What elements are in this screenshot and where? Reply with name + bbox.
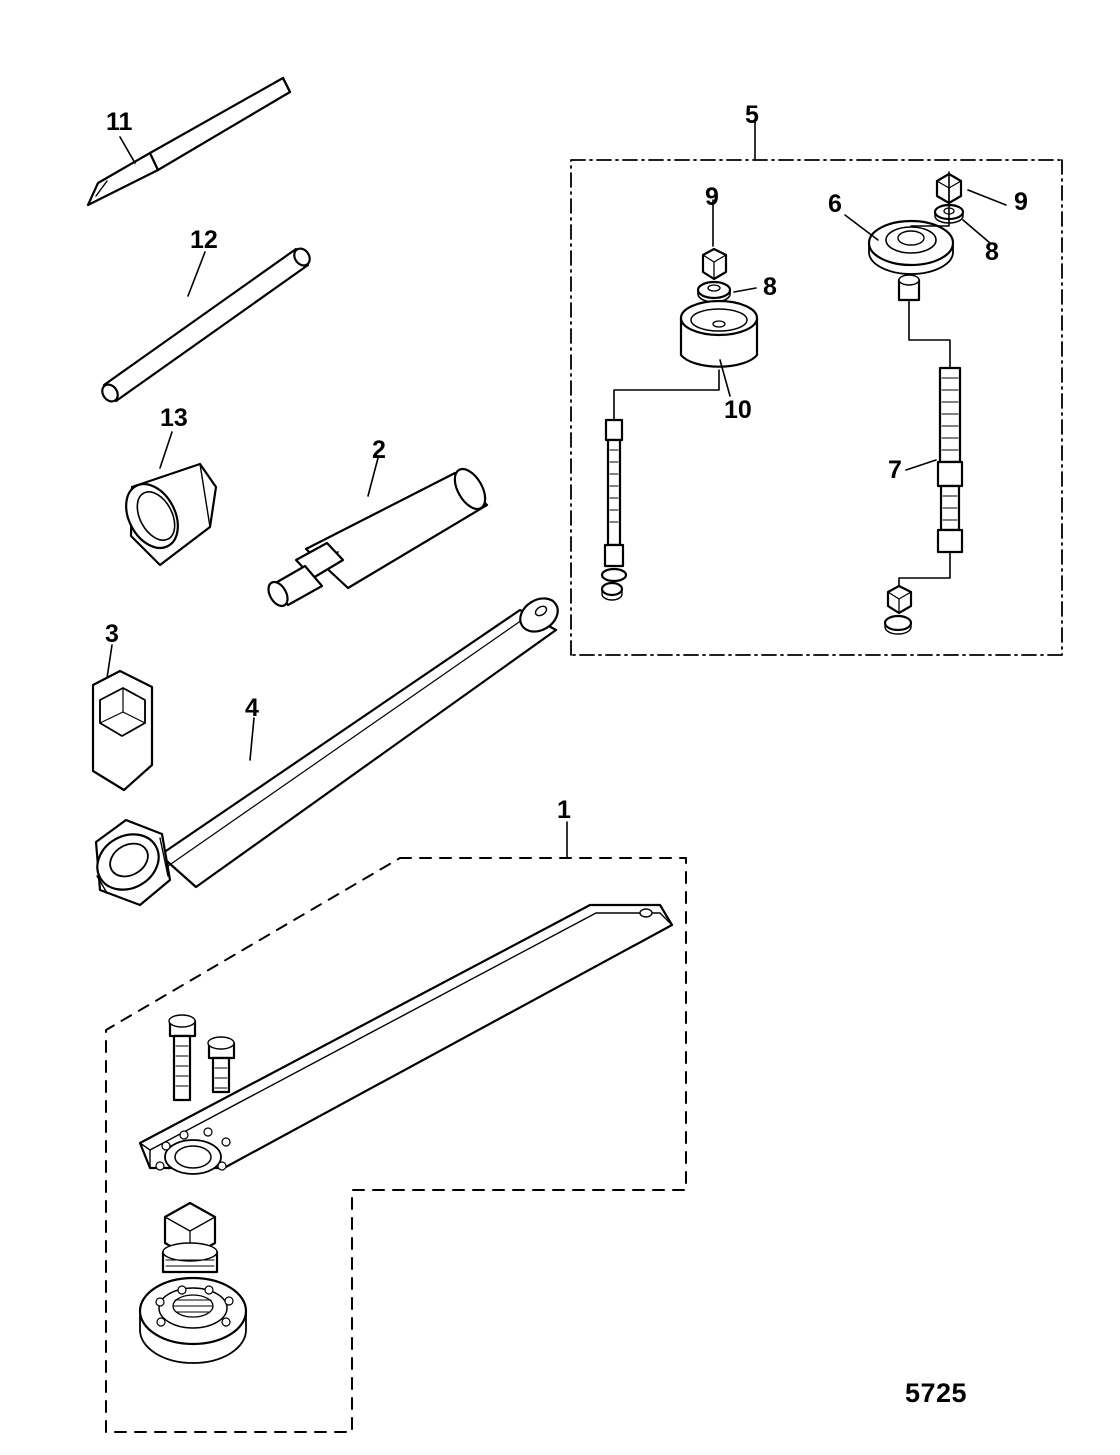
part-nut-bottom-right (885, 586, 911, 634)
leader-4 (250, 718, 254, 760)
part-straight-rod-tool (99, 246, 313, 405)
leader-13 (160, 432, 172, 468)
part-wrench-handle (87, 592, 564, 905)
part-left-shaft (602, 420, 626, 600)
part-nut-left (703, 249, 726, 279)
callout-6: 6 (828, 190, 842, 218)
callout-3: 3 (105, 620, 119, 648)
part-cup-plate (681, 301, 757, 367)
callout-5: 5 (745, 101, 759, 129)
connector-right-bottom (899, 552, 950, 592)
callout-9-right: 9 (1014, 188, 1028, 216)
part-bearing-pulley (869, 221, 953, 300)
part-tapered-sleeve-adapter (116, 464, 216, 565)
part-threaded-rod (938, 368, 962, 552)
callout-12: 12 (190, 226, 218, 254)
callout-2: 2 (372, 436, 386, 464)
callout-8-left: 8 (763, 273, 777, 301)
leader-6 (845, 215, 878, 240)
leader-8-left (734, 288, 756, 292)
connector-left (614, 370, 719, 420)
part-cylindrical-driver-body (265, 464, 492, 609)
callout-4: 4 (245, 694, 259, 722)
callout-1: 1 (557, 796, 571, 824)
leader-12 (188, 252, 205, 296)
leader-9-right (968, 190, 1006, 205)
part-washer-left (698, 282, 730, 302)
callout-7: 7 (888, 456, 902, 484)
callout-9-left: 9 (705, 183, 719, 211)
part-bolt-short (208, 1037, 234, 1092)
callout-10: 10 (724, 396, 752, 424)
leader-11 (120, 137, 135, 163)
callout-8-right: 8 (985, 238, 999, 266)
part-bolt-long (169, 1015, 195, 1100)
figure-number: 5725 (905, 1378, 968, 1408)
leader-7 (906, 460, 936, 470)
connector-right-mid (909, 300, 950, 368)
part-hex-adapter (163, 1203, 217, 1272)
callout-11: 11 (106, 108, 133, 136)
part-hex-socket (93, 671, 152, 790)
group-boundary-5 (571, 160, 1062, 655)
leader-3 (107, 645, 112, 678)
callout-13: 13 (160, 404, 188, 432)
part-driver-punch-tool (88, 78, 290, 205)
part-flange-plate (140, 1278, 246, 1363)
